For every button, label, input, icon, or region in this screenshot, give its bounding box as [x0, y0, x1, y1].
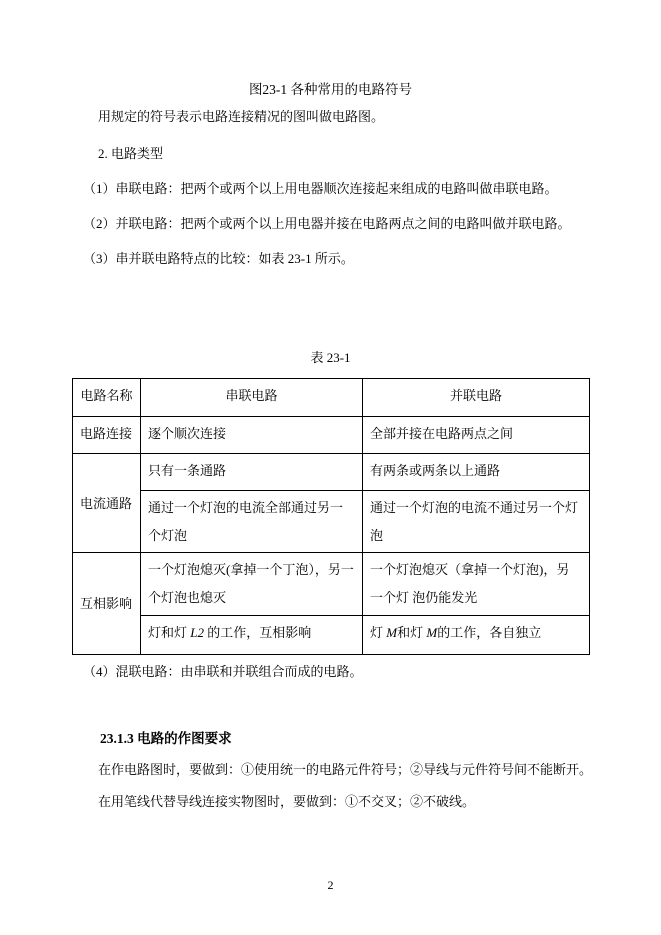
table-header-series-circuit: 串联电路 — [141, 379, 363, 417]
cell-influence2-parallel — [363, 616, 590, 655]
section-23-1-3-heading: 23.1.3 电路的作图要求 — [100, 731, 232, 746]
table-header-circuit-name: 电路名称 — [73, 379, 141, 417]
lamp-variable: M — [386, 625, 398, 640]
page-number: 2 — [327, 878, 334, 892]
table-header-row — [73, 379, 590, 417]
row-label-mutual-influence: 互相影响 — [73, 553, 141, 655]
cell-text-part: 灯 — [370, 625, 387, 640]
comparison-table — [72, 378, 590, 655]
cell-text-part: 灯和灯 — [148, 625, 191, 640]
paragraph-intro: 用规定的符号表示电路连接精况的图叫做电路图。 — [98, 109, 385, 124]
table-row-current-path-2 — [73, 491, 590, 553]
table-row-influence-2 — [73, 616, 590, 655]
cell-influence1-parallel: 一个灯泡熄灭（拿掉一个灯泡)，另一个灯 泡仍能发光 — [363, 553, 590, 616]
cell-influence2-series — [141, 616, 363, 655]
list-item-2-parallel-definition: （2）并联电路：把两个或两个以上用电器并接在电路两点之间的电路叫做并联电路。 — [83, 216, 571, 231]
cell-path1-series: 只有一条通路 — [141, 454, 363, 491]
table-header-parallel-circuit: 并联电路 — [363, 379, 590, 417]
table-caption: 表 23-1 — [310, 350, 351, 365]
list-item-3-comparison: （3）串并联电路特点的比较：如表 23-1 所示。 — [83, 251, 354, 266]
cell-text-part: 和灯 — [397, 625, 427, 640]
lamp-variable: L2 — [190, 625, 204, 640]
section-2-heading: 2. 电路类型 — [98, 146, 164, 161]
row-label-current-path: 电流通路 — [73, 454, 141, 553]
paragraph-drawing-rule-1: 在作电路图时，要做到：①使用统一的电路元件符号；②导线与元件符号间不能断开。 — [98, 762, 593, 777]
paragraph-drawing-rule-2: 在用笔线代替导线连接实物图时，要做到：①不交叉；②不破线。 — [98, 794, 476, 809]
table-row-influence-1 — [73, 553, 590, 616]
lamp-variable: M — [426, 625, 438, 640]
table-row-current-path-1 — [73, 454, 590, 491]
cell-path2-series: 通过一个灯泡的电流全部通过另一个灯泡 — [141, 491, 363, 553]
cell-connection-parallel: 全部并接在电路两点之间 — [363, 417, 590, 454]
cell-path2-parallel: 通过一个灯泡的电流不通过另一个灯泡 — [363, 491, 590, 553]
cell-path1-parallel: 有两条或两条以上通路 — [363, 454, 590, 491]
cell-text-part: 的工作，互相影响 — [204, 625, 312, 640]
row-label-circuit-connection: 电路连接 — [73, 417, 141, 454]
list-item-4-mixed-definition: （4）混联电路：由串联和并联组合而成的电路。 — [83, 664, 363, 679]
table-row-connection — [73, 417, 590, 454]
list-item-1-series-definition: （1）串联电路：把两个或两个以上用电器顺次连接起来组成的电路叫做串联电路。 — [83, 181, 558, 196]
cell-connection-series: 逐个顺次连接 — [141, 417, 363, 454]
figure-caption: 图23-1 各种常用的电路符号 — [248, 82, 413, 97]
cell-influence1-series: 一个灯泡熄灭(拿掉一个丁泡），另一个灯泡也熄灭 — [141, 553, 363, 616]
cell-text-part: 的工作，各自独立 — [437, 625, 542, 640]
